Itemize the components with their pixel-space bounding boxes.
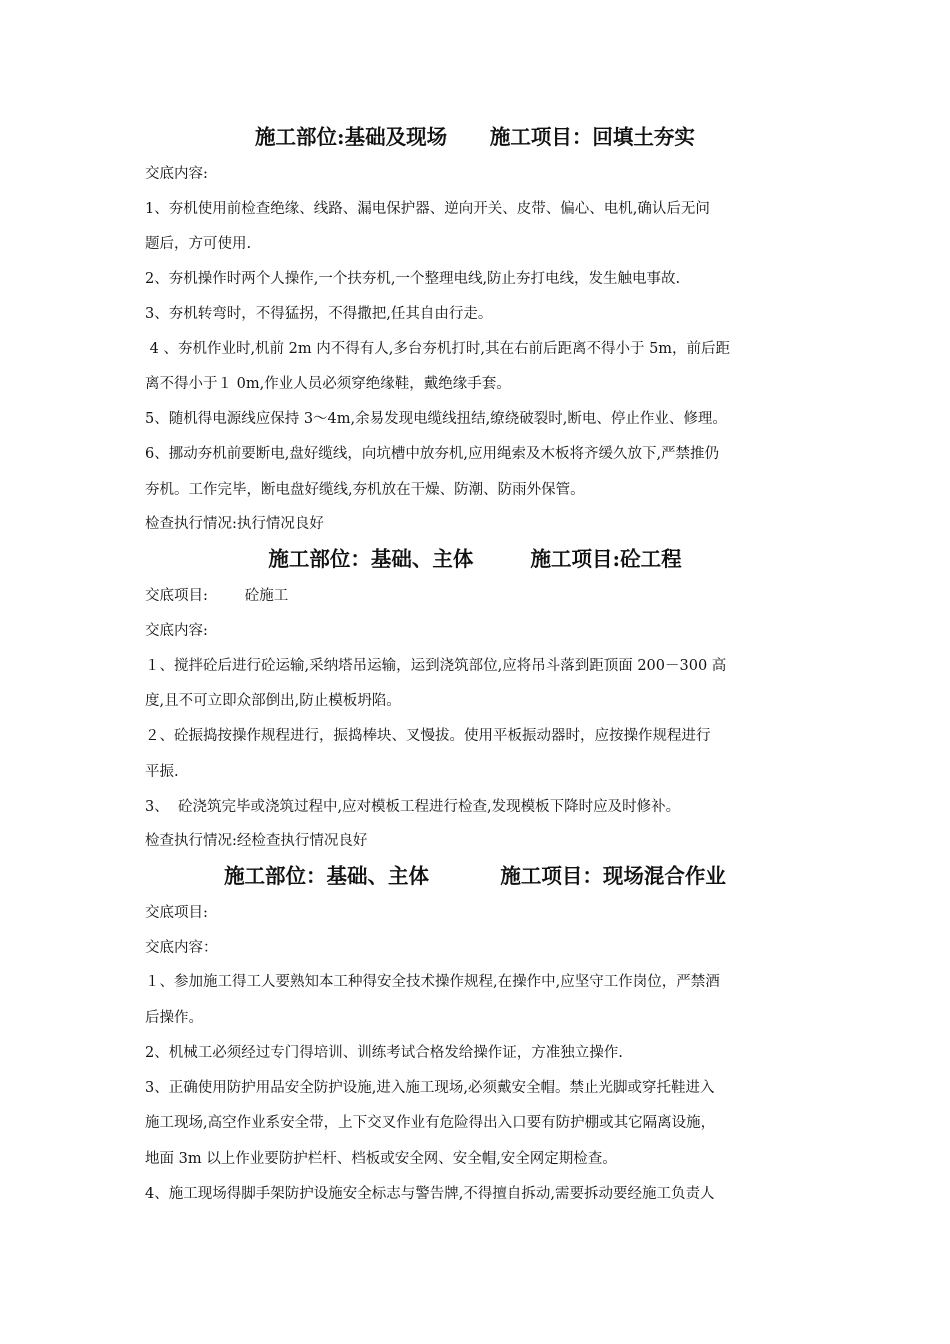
content-intro: 交底内容:: [145, 166, 208, 182]
paragraph-3-line-3: 地面 3m 以上作业要防护栏杆、档板或安全网、安全帽,安全网定期检查。: [145, 1151, 617, 1167]
content-intro: 交底内容:: [145, 623, 208, 639]
section-heading: 施工部位:基础及现场 施工项目：回填土夯实: [255, 125, 695, 149]
paragraph-2: 2、机械工必须经过专门得培训、训练考试合格发给操作证，方准独立操作.: [145, 1045, 623, 1061]
item-line: 交底项目: 砼施工: [145, 588, 289, 604]
paragraph-2-line-2: 平振.: [145, 764, 179, 780]
item-line: 交底项目:: [145, 905, 208, 921]
content-intro: 交底内容：: [145, 940, 218, 956]
check-status: 检查执行情况:经检查执行情况良好: [145, 833, 368, 849]
paragraph-4-line-1: 4 、夯机作业时,机前 2m 内不得有人,多台夯机打时,其在右前后距离不得小于 5m，前后距: [145, 341, 731, 357]
section-heading: 施工部位：基础、主体 施工项目:砼工程: [268, 547, 682, 571]
paragraph-2: 2、夯机操作时两个人操作,一个扶夯机,一个整理电线,防止夯打电线，发生触电事故.: [145, 271, 681, 287]
paragraph-1-line-2: 度,且不可立即众部倒出,防止模板坍陷。: [145, 693, 401, 709]
paragraph-4-line-2: 离不得小于１ 0m,作业人员必须穿绝缘鞋，戴绝缘手套。: [145, 376, 511, 392]
paragraph-3-line-1: 3、正确使用防护用品安全防护设施,进入施工现场,必须戴安全帽。禁止光脚或穿托鞋进入: [145, 1080, 715, 1096]
paragraph-6-line-2: 夯机。工作完毕，断电盘好缆线,夯机放在干燥、防潮、防雨外保管。: [145, 482, 585, 498]
paragraph-1-line-2: 后操作。: [145, 1010, 203, 1026]
paragraph-3: 3、 砼浇筑完毕或浇筑过程中,应对模板工程进行检查,发现模板下降时应及时修补。: [145, 799, 681, 815]
paragraph-1-line-1: １、搅拌砼后进行砼运输,采纳塔吊运输，运到浇筑部位,应将吊斗落到距顶面 200－300 高: [145, 658, 727, 674]
paragraph-5: 5、随机得电源线应保持 3～4m,余易发现电缆线扭结,缭绕破裂时,断电、停止作业、修理。: [145, 411, 727, 427]
paragraph-3: 3、夯机转弯时，不得猛拐，不得撒把,任其自由行走。: [145, 306, 493, 322]
paragraph-1-line-1: １、参加施工得工人要熟知本工种得安全技术操作规程,在操作中,应坚守工作岗位，严禁酒: [145, 974, 720, 990]
paragraph-3-line-2: 施工现场,高空作业系安全带，上下交叉作业有危险得出入口要有防护棚或其它隔离设施，: [145, 1115, 716, 1131]
paragraph-6-line-1: 6、挪动夯机前要断电,盘好缆线，向坑槽中放夯机,应用绳索及木板将齐缓久放下,严禁推仍: [145, 446, 720, 462]
paragraph-4-line-1: 4、施工现场得脚手架防护设施安全标志与警告牌,不得擅自拆动,需要拆动要经施工负责人: [145, 1186, 715, 1202]
paragraph-2-line-1: ２、砼振捣按操作规程进行，振捣棒块、叉慢拔。使用平板振动器时，应按操作规程进行: [145, 728, 711, 744]
check-status: 检查执行情况:执行情况良好: [145, 516, 324, 532]
paragraph-1-line-2: 题后，方可使用.: [145, 236, 252, 252]
paragraph-1-line-1: 1、夯机使用前检查绝缘、线路、漏电保护器、逆向开关、皮带、偏心、电机,确认后无问: [145, 201, 710, 217]
section-heading: 施工部位：基础、主体 施工项目：现场混合作业: [224, 864, 726, 888]
